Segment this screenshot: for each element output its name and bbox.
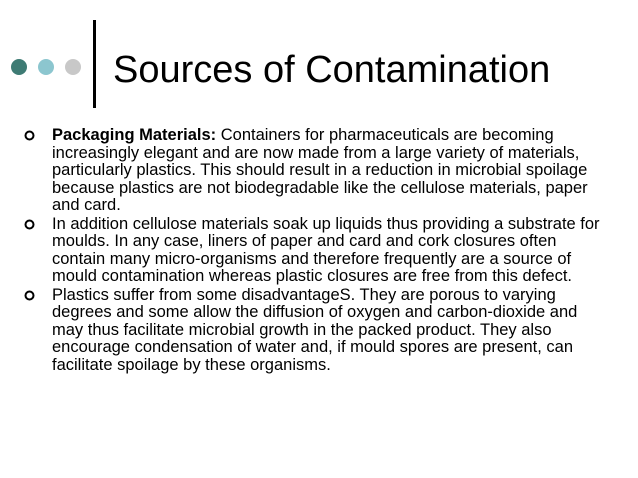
hollow-ring-bullet-icon <box>24 219 35 230</box>
bullet-lead-text: Packaging Materials: <box>52 126 217 144</box>
bullet-list <box>24 127 604 375</box>
light-teal-dot-icon <box>38 59 54 75</box>
bullet-text: Plastics suffer from some disadvantageS. They are porous to varying degrees and some allow the diffusion of oxygen and carbon-dioxide and may thus facilitate microbial growth in the packed product. They also encourage condensation of water and, if mould spores are present, can facilitate spoilage by these organisms. <box>52 285 578 374</box>
slide-title: Sources of Contamination <box>113 49 551 91</box>
bullet-item-packaging <box>24 127 604 215</box>
hollow-ring-bullet-icon <box>24 130 35 141</box>
bullet-text: In addition cellulose materials soak up liquids thus providing a substrate for moulds. In any case, liners of paper and card and cork closures often contain many micro-organisms and therefore frequently are a source of mould contamination whereas plastic closures are free from this defect. <box>52 214 600 285</box>
decorative-dots <box>11 59 83 79</box>
hollow-ring-bullet-icon <box>24 290 35 301</box>
bullet-item-plastics <box>24 287 604 375</box>
gray-dot-icon <box>65 59 81 75</box>
bullet-text: Containers for pharmaceuticals are becoming increasingly elegant and are now made from a large variety of materials, particularly plastics. This should result in a reduction in microbial spoilage because plastics are not biodegradable like the cellulose materials, paper and card. <box>52 126 588 214</box>
bullet-item-cellulose <box>24 216 604 286</box>
dark-teal-dot-icon <box>11 59 27 75</box>
title-divider-line <box>93 20 96 108</box>
